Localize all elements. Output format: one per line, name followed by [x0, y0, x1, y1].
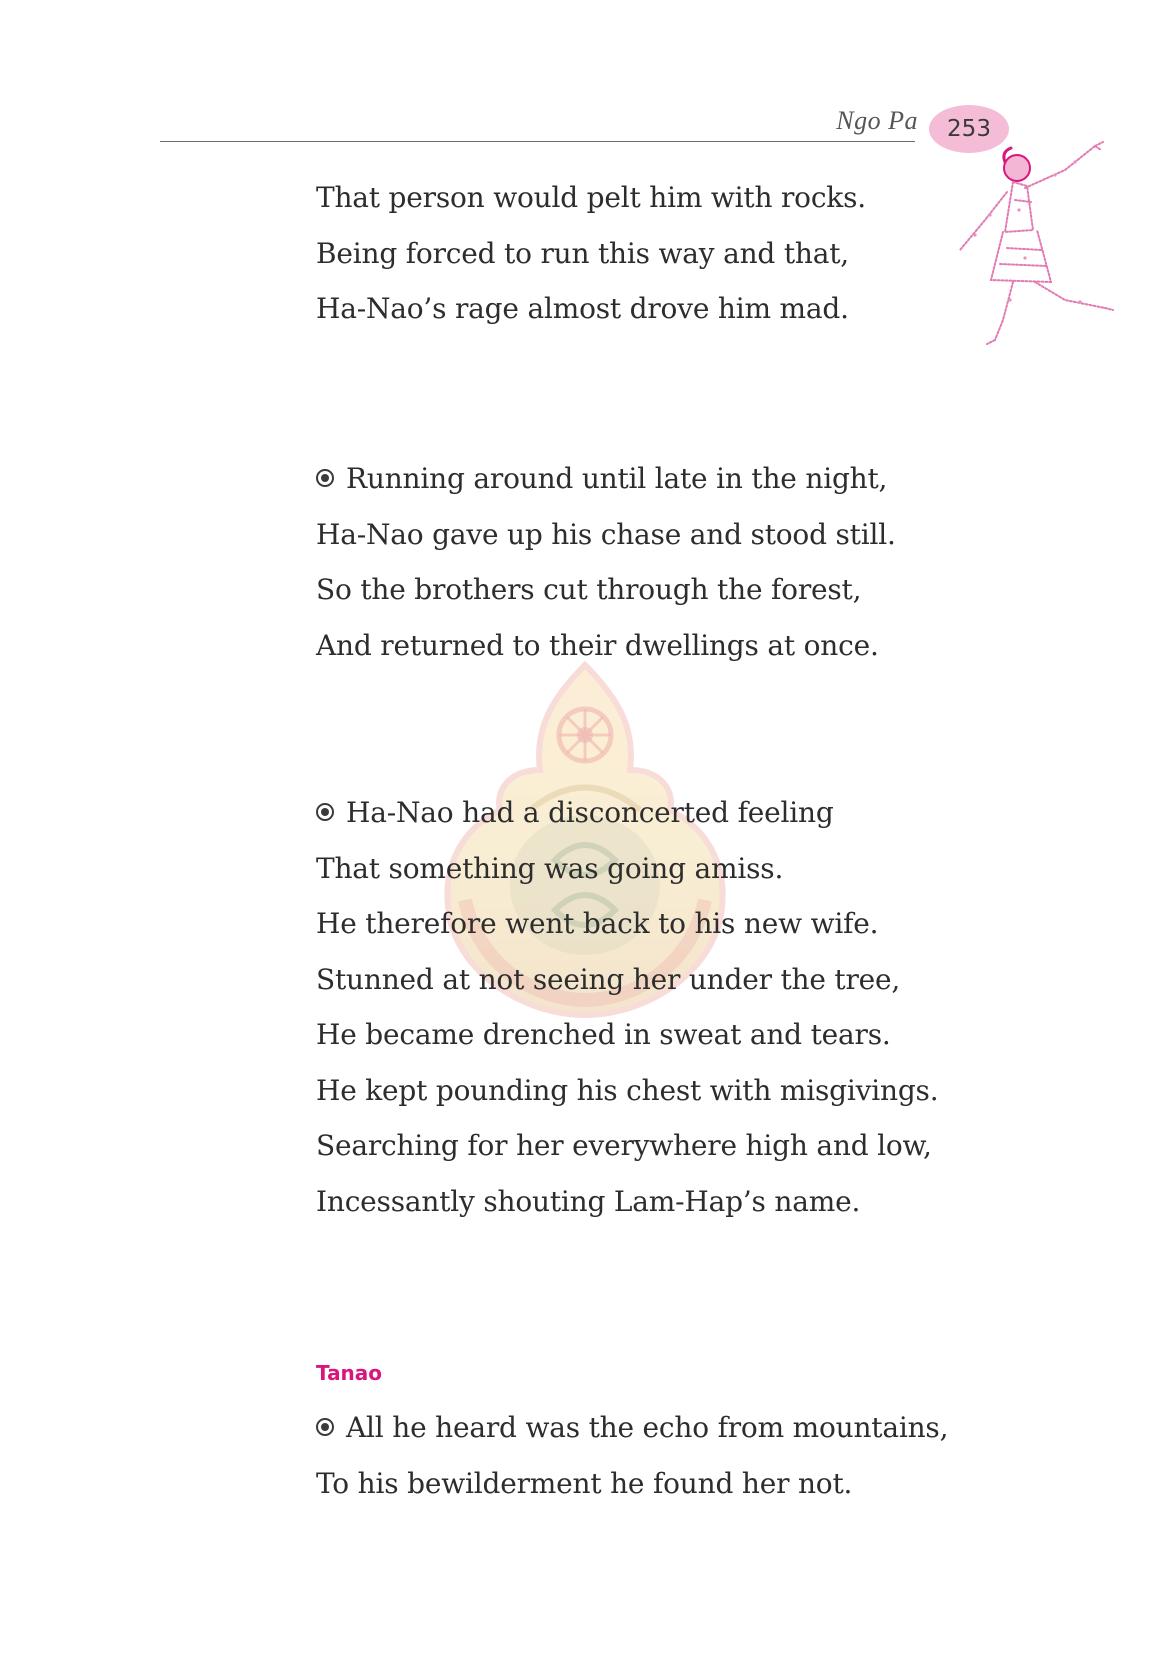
verse-line: Ha-Nao’s rage almost drove him mad.	[316, 292, 849, 325]
speaker-label: Tanao	[316, 1361, 383, 1385]
verse-line: All he heard was the echo from mountains,	[346, 1411, 949, 1444]
verse-line: Ha-Nao had a disconcerted feeling	[346, 796, 834, 829]
stanza-bullet-icon	[316, 803, 334, 821]
verse-line: Incessantly shouting Lam-Hap’s name.	[316, 1184, 861, 1218]
verse-line: Being forced to run this way and that,	[316, 236, 849, 270]
verse-line: And returned to their dwellings at once.	[316, 628, 879, 662]
stanza-2	[316, 451, 896, 673]
verse-line: That something was going amiss.	[316, 851, 784, 885]
stanza-bullet-icon	[316, 1418, 334, 1436]
verse-line: Searching for her everywhere high and low,	[316, 1129, 932, 1162]
page-number: 253	[947, 116, 991, 142]
stanza-1	[316, 170, 866, 337]
stanza-3	[316, 785, 938, 1229]
verse-line: That person would pelt him with rocks.	[316, 181, 866, 214]
stanza-bullet-icon	[316, 469, 334, 487]
dancer-figure-icon	[955, 140, 1125, 350]
verse-line: He kept pounding his chest with misgivings.	[316, 1073, 939, 1107]
verse-line: So the brothers cut through the forest,	[316, 573, 862, 606]
verse-line: Stunned at not seeing her under the tree,	[316, 962, 901, 996]
running-head: Ngo Pa	[836, 106, 918, 135]
verse-line: Ha-Nao gave up his chase and stood still.	[316, 517, 896, 551]
verse-line: To his bewilderment he found her not.	[316, 1466, 853, 1500]
stanza-4	[316, 1400, 948, 1511]
verse-line: He became drenched in sweat and tears.	[316, 1018, 891, 1051]
verse-line: He therefore went back to his new wife.	[316, 907, 879, 940]
verse-line: Running around until late in the night,	[346, 462, 888, 495]
header-rule	[160, 141, 915, 142]
